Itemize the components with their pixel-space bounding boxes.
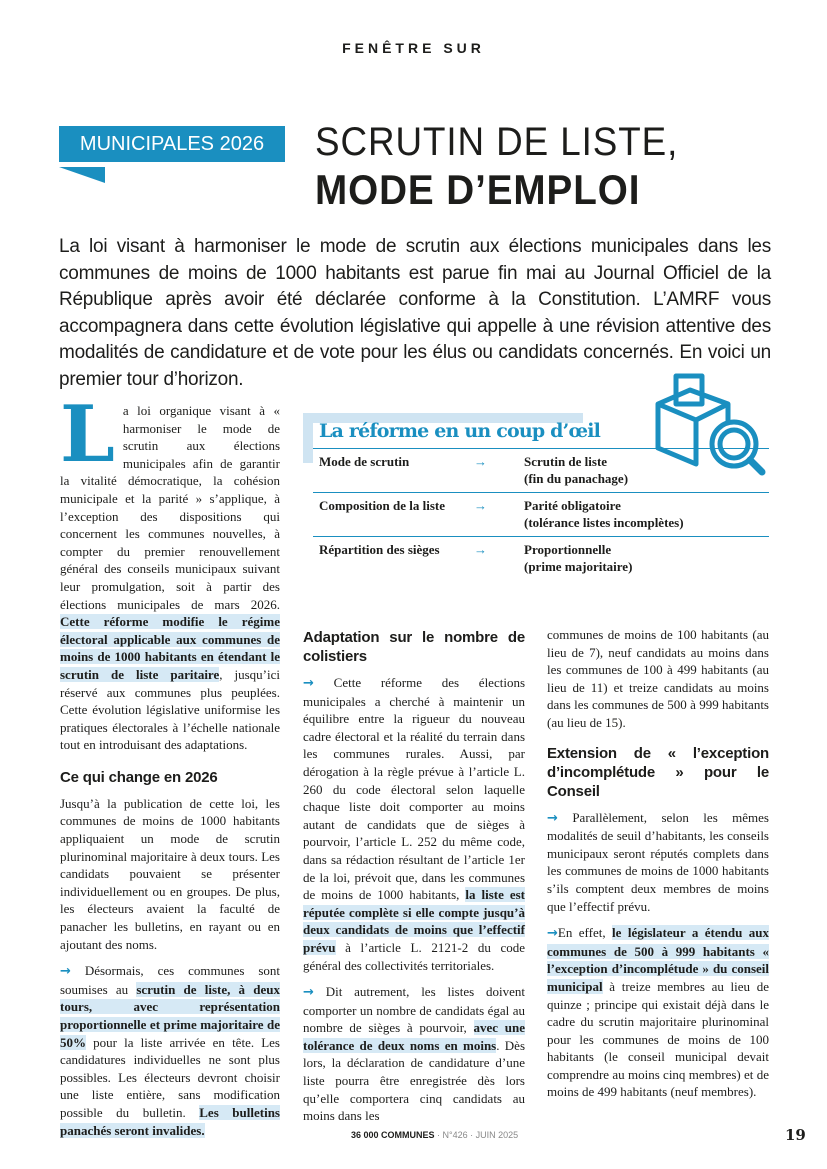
arrow-icon: → (474, 542, 487, 557)
text: à l’article L. 2121-2 du code général des collectivités territoriales. (303, 939, 525, 973)
row-value: Scrutin de liste (524, 454, 608, 469)
paragraph (547, 924, 769, 1101)
footer (351, 1130, 518, 1140)
text: En effet, (557, 925, 613, 941)
text: Désormais, ces communes sont soumises au (60, 963, 280, 997)
row-label: Répartition des sièges (319, 542, 440, 557)
section-kicker: FENÊTRE SUR (342, 40, 485, 56)
arrow-icon: → (474, 454, 487, 469)
highlight: Cette réforme modifie le régime électoral applicable aux communes de moins de 1000 habitants en étendant le scrutin de liste paritaire (60, 614, 280, 682)
drop-cap: L (60, 389, 115, 480)
paragraph (60, 962, 280, 1139)
paragraph: Jusqu’à la publication de cette loi, les communes de moins de 1000 habitants appliquaient un mode de scrutin plurinominal majoritaire à deux tours. Les candidats pouvaient se présenter individuellement ou en groupes. De plus, les électeurs avaient la faculté de panacher les bulletins, en rayant ou en ajoutant des noms. (60, 795, 280, 952)
title-line-1: SCRUTIN DE LISTE, (315, 120, 679, 164)
text: a loi organique visant à « harmoniser le mode de scrutin aux élections municipales afin de garantir la vitalité démocratique, la cohésion municipale et la parité » s’applique, à l’exception des dispositions qui concernent les communes nouvelles, à compter du premier renouvellement général des conseils municipaux suivant leur promulgation, soit à partir des élections municipales de mars 2026. (60, 403, 280, 612)
summary-box (313, 420, 769, 580)
arrow-icon: → (303, 985, 314, 1001)
highlight: Les bulletins panachés seront invalides. (60, 1104, 280, 1138)
column-2 (303, 622, 525, 1134)
row-value: Proportionnelle (524, 542, 612, 557)
paragraph (303, 983, 525, 1125)
box-title: La réforme en un coup d’œil (319, 420, 601, 442)
text: . Dès lors, la déclaration de candidature d’une liste pourra être enregistrée dès lors qu’elle comportera cinq candidats au moins dans les (303, 1037, 525, 1124)
row-label: Composition de la liste (319, 498, 446, 513)
column-1 (60, 389, 280, 1148)
highlight: le législateur a étendu aux communes de 500 à 999 habitants « l’exception d’incomplétude » du conseil municipal (547, 925, 769, 994)
text: Dit autrement, les listes doivent comporter un nombre de candidats égal au nombre de sièges à pourvoir, (303, 984, 525, 1036)
row-note: (tolérance listes incomplètes) (524, 515, 684, 530)
intro-paragraph: La loi visant à harmoniser le mode de scrutin aux élections municipales dans les communes de moins de 1000 habitants est parue fin mai au Journal Officiel de la République après avoir été déclarée conforme à la Constitution. L’AMRF vous accompagnera dans cette évolution législative qui appelle à une révision attentive des modalités de candidature et de vote pour les élus ou candidats concernés. En voici un premier tour d’horizon. (59, 236, 771, 390)
column-3 (547, 626, 769, 1110)
paragraph (60, 389, 280, 754)
summary-row (313, 536, 769, 580)
text: , jusqu’ici réservé aux communes plus peuplées. Cette évolution législative uniformise les pratiques électorales à l’échelle nationale tout en introduisant des adaptations. (60, 666, 280, 753)
row-note: (fin du panachage) (524, 471, 629, 486)
subheading: Adaptation sur le nombre de colistiers (303, 629, 525, 665)
arrow-icon: → (547, 810, 558, 826)
text: pour la liste arrivée en tête. Les candidatures individuelles ne sont plus possibles. Les électeurs devront choisir une liste entière, sans modification possible du bulletin. (60, 1034, 280, 1120)
text: à treize membres au lieu de quinze ; principe qui existait déjà dans le cadre du scrutin majoritaire plurinominal pour les communes de moins de 100 habitants (le conseil municipal devait comprendre au moins cinq membres) et de moins de 499 habitants (neuf membres). (547, 978, 769, 1100)
arrow-icon: → (60, 964, 71, 980)
text: Parallèlement, selon les mêmes modalités de seuil d’habitants, les conseils municipaux seront réputés complets dans les communes de moins de 1000 habitants s’ils comptent deux membres de moins que l’effectif prévu. (547, 809, 769, 914)
title-line-2: MODE D’EMPLOI (315, 166, 641, 213)
category-tag: MUNICIPALES 2026 (59, 126, 285, 162)
subheading: Ce qui change en 2026 (60, 768, 218, 786)
tag-flag-decoration (59, 167, 105, 183)
subheading: Extension de « l’exception d’incomplétude » pour le Conseil (547, 744, 769, 800)
issue-info: · N°426 · JUIN 2025 (434, 1130, 519, 1140)
paragraph (303, 674, 525, 974)
row-note: (prime majoritaire) (524, 559, 633, 574)
text: Cette réforme des élections municipales a cherché à maintenir un équilibre entre la rigueur du nouveau cadre électoral et la réalité du terrain dans les communes rurales. Aussi, par dérogation à la règle prévue à l’article L. 260 du code électoral selon laquelle chaque liste doit comporter au moins autant de candidats que de sièges à pourvoir, l’article L. 252 du même code, dans sa rédaction résultant de l’article 1er de la loi, prévoit que, dans les communes de moins de 1000 habitants, (303, 675, 525, 903)
summary-row (313, 492, 769, 536)
row-value: Parité obligatoire (524, 498, 621, 513)
arrow-icon: → (547, 926, 558, 942)
paragraph (547, 809, 769, 916)
highlight: la liste est réputée complète si elle compte jusqu’à deux candidats de moins que l’effectif prévu (303, 887, 525, 955)
row-label: Mode de scrutin (319, 454, 410, 469)
highlight: scrutin de liste, à deux tours, avec représentation proportionnelle et prime majoritaire de 50% (60, 981, 280, 1050)
arrow-icon: → (303, 676, 314, 691)
paragraph: communes de moins de 100 habitants (au lieu de 7), neuf candidats au moins dans les communes de 100 à 499 habitants (au lieu de 11) et treize candidats au moins dans les communes de 500 à 999 habitants (au lieu de 15). (547, 627, 769, 730)
publication-name: 36 000 COMMUNES (351, 1130, 435, 1140)
arrow-icon: → (474, 498, 487, 513)
highlight: avec une tolérance de deux noms en moins (303, 1020, 525, 1053)
page-number: 19 (785, 1126, 806, 1144)
